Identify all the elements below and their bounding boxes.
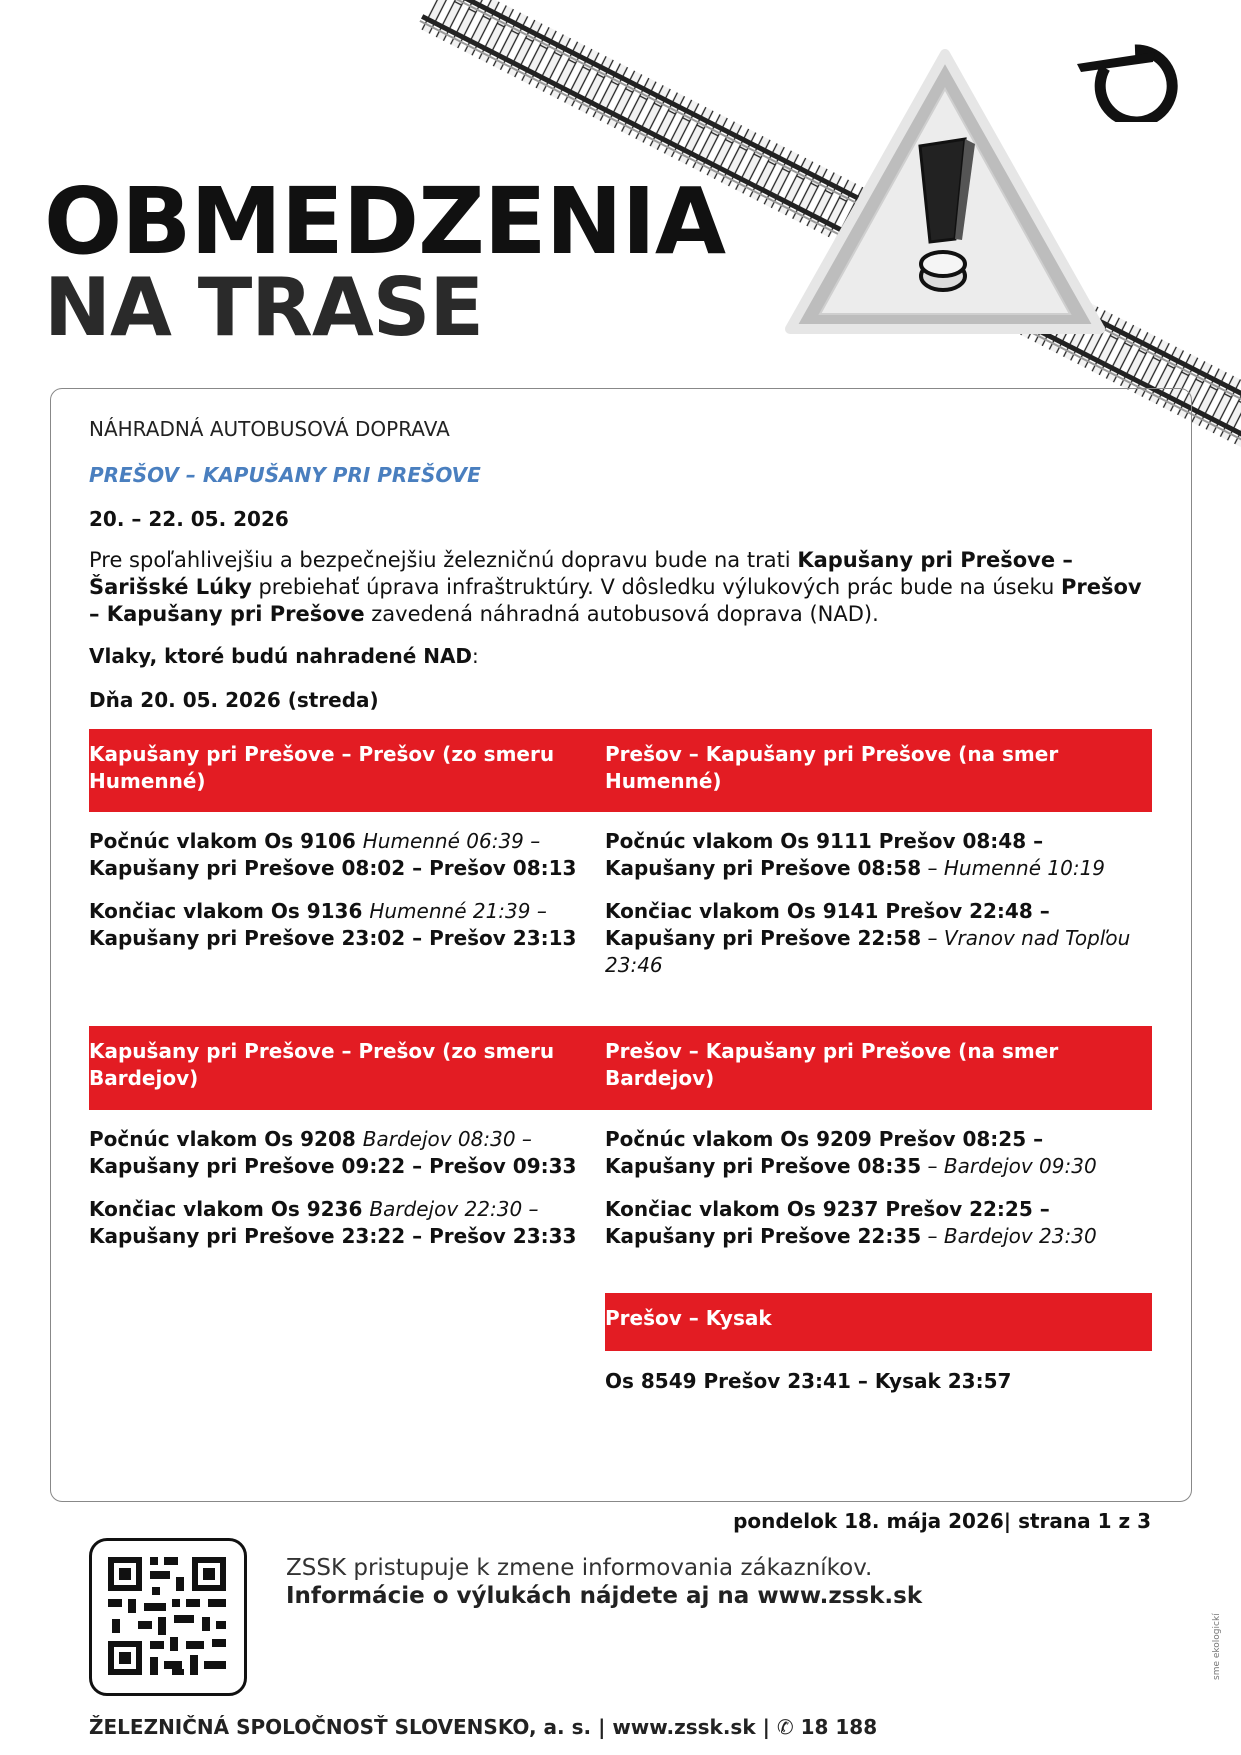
zssk-logo: [1075, 42, 1195, 122]
info-line-2: Informácie o výlukách nájdete aj na www.zssk.sk: [286, 1583, 923, 1609]
train-entry: Končiac vlakom Os 9141 Prešov 22:48 – Kapušany pri Prešove 22:58 – Vranov nad Topľou 23:46: [605, 899, 1131, 977]
notice-intro: Pre spoľahlivejšiu a bezpečnejšiu železničnú dopravu bude na trati Kapušany pri Prešove – Šarišské Lúky prebiehať úprava infraštruktúry. V dôsledku výlukových prác bude na úseku Prešov – Kapušany pri Prešove zavedená náhradná autobusová doprava (NAD).: [89, 548, 1142, 626]
section-header-bardejov-from: Kapušany pri Prešove – Prešov (zo smeru Bardejov): [89, 1026, 607, 1110]
section-header-bardejov-to: Prešov – Kapušany pri Prešove (na smer Bardejov): [605, 1026, 1152, 1110]
page-date-number: pondelok 18. mája 2026| strana 1 z 3: [733, 1509, 1151, 1533]
trains-label: Vlaky, ktoré budú nahradené NAD:: [89, 644, 479, 668]
day-label: Dňa 20. 05. 2026 (streda): [89, 688, 379, 712]
qr-code[interactable]: [89, 1538, 247, 1696]
train-entry: Končiac vlakom Os 9236 Bardejov 22:30 – Kapušany pri Prešove 23:22 – Prešov 23:33: [89, 1197, 577, 1248]
train-entry: Počnúc vlakom Os 9111 Prešov 08:48 – Kapušany pri Prešove 08:58 – Humenné 10:19: [605, 829, 1106, 880]
train-entry: Os 8549 Prešov 23:41 – Kysak 23:57: [605, 1369, 1012, 1393]
train-entry: Končiac vlakom Os 9237 Prešov 22:25 – Kapušany pri Prešove 22:35 – Bardejov 23:30: [605, 1197, 1097, 1248]
train-entry: Počnúc vlakom Os 9106 Humenné 06:39 – Kapušany pri Prešove 08:02 – Prešov 08:13: [89, 829, 577, 880]
info-line-1: ZSSK pristupuje k zmene informovania zákazníkov.: [286, 1555, 873, 1581]
section-header-kysak: Prešov – Kysak: [605, 1293, 1152, 1351]
notice-kicker: NÁHRADNÁ AUTOBUSOVÁ DOPRAVA: [89, 417, 450, 441]
section-header-humenne-from: Kapušany pri Prešove – Prešov (zo smeru Humenné): [89, 729, 607, 812]
qr-code-icon: [92, 1541, 244, 1693]
notice-route: PREŠOV – KAPUŠANY PRI PREŠOVE: [89, 463, 481, 487]
train-entry: Končiac vlakom Os 9136 Humenné 21:39 – Kapušany pri Prešove 23:02 – Prešov 23:13: [89, 899, 577, 950]
eco-label: sme ekologickí: [1212, 1613, 1222, 1680]
warning-triangle-icon: [780, 44, 1110, 344]
train-entry: Počnúc vlakom Os 9208 Bardejov 08:30 – Kapušany pri Prešove 09:22 – Prešov 09:33: [89, 1127, 577, 1178]
page-title-line2: NA TRASE: [44, 261, 484, 354]
notice-dates: 20. – 22. 05. 2026: [89, 507, 289, 531]
section-header-humenne-to: Prešov – Kapušany pri Prešove (na smer Humenné): [605, 729, 1152, 812]
page-title-line1: OBMEDZENIA: [44, 168, 726, 275]
train-entry: Počnúc vlakom Os 9209 Prešov 08:25 – Kapušany pri Prešove 08:35 – Bardejov 09:30: [605, 1127, 1097, 1178]
company-footer: ŽELEZNIČNÁ SPOLOČNOSŤ SLOVENSKO, a. s. | www.zssk.sk | ✆ 18 188: [89, 1715, 878, 1739]
